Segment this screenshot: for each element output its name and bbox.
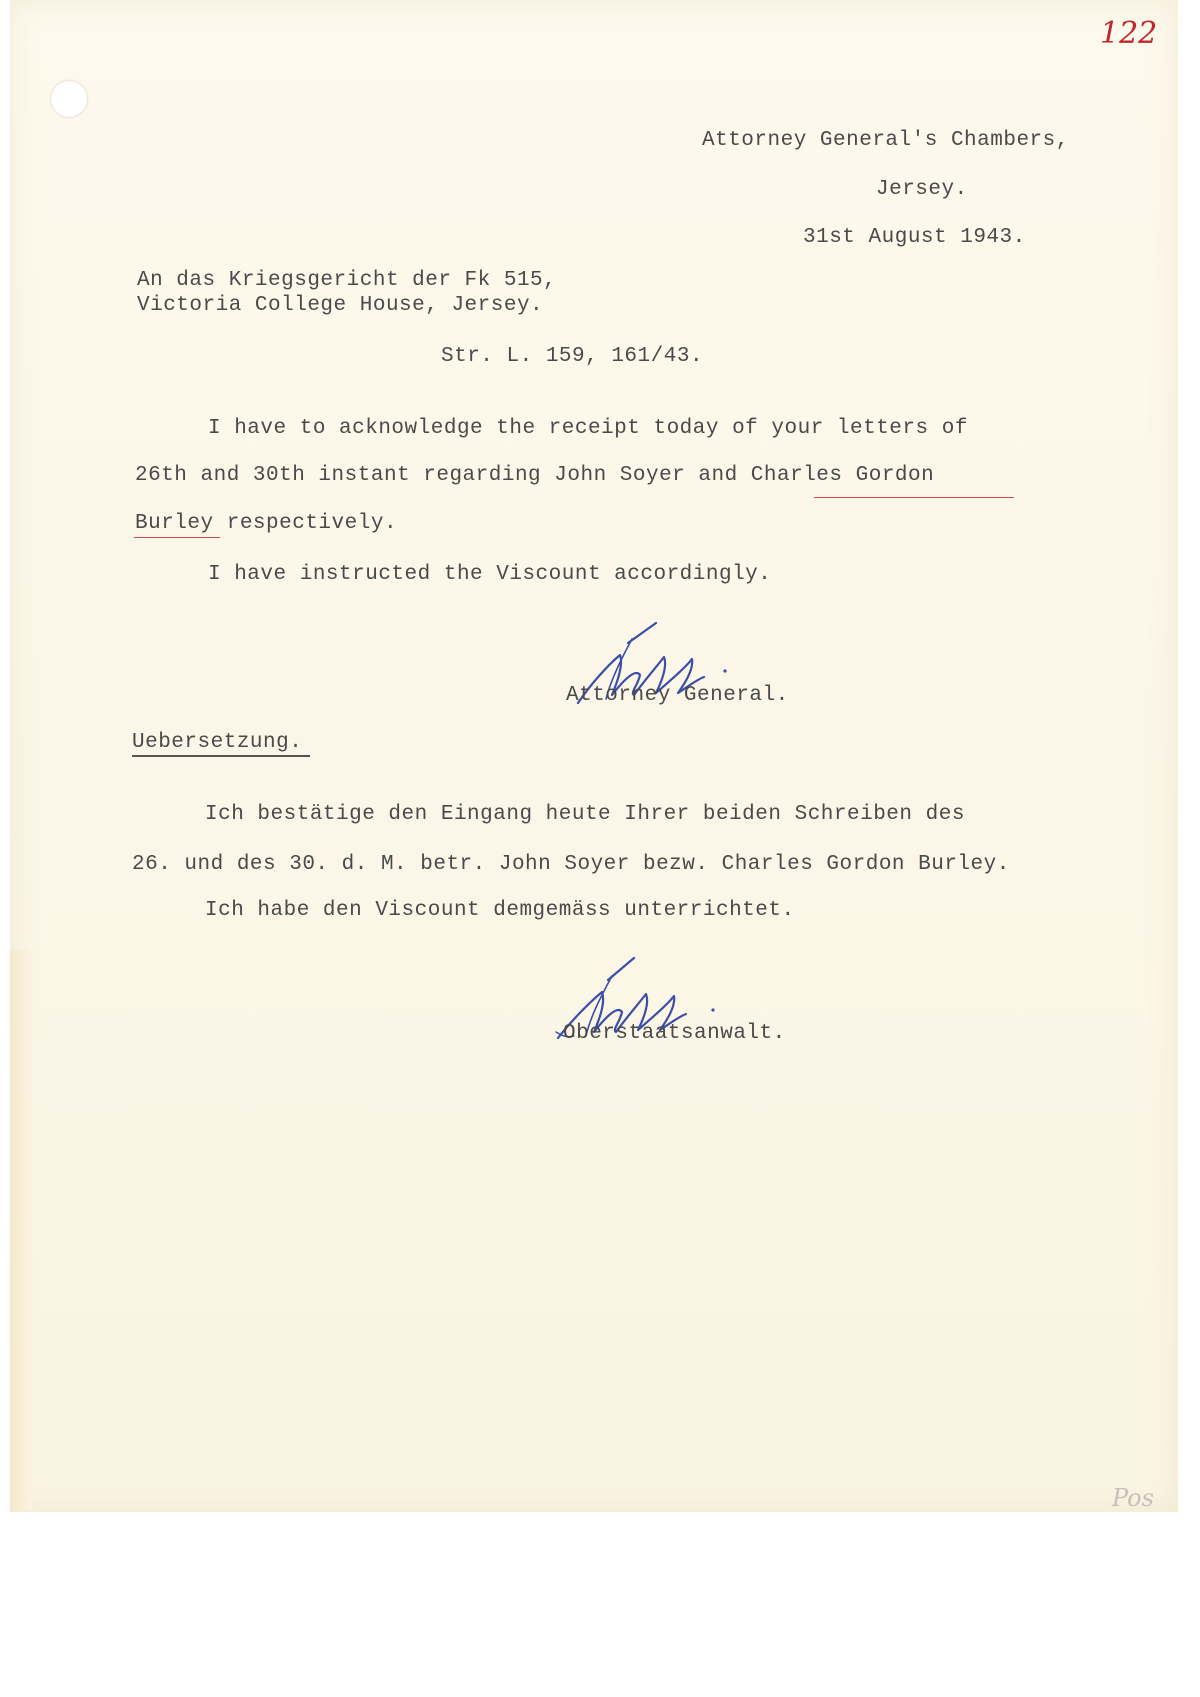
reference-number: Str. L. 159, 161/43. — [441, 345, 704, 368]
english-paragraph1-line2: 26th and 30th instant regarding John Soyer and Charles Gordon — [135, 464, 935, 487]
german-signature-title: Oberstaatsanwalt. — [563, 1022, 786, 1045]
english-paragraph2: I have instructed the Viscount accordingly. — [208, 563, 772, 586]
folio-number: 122 — [1100, 16, 1158, 51]
addressee-line2: Victoria College House, Jersey. — [137, 294, 544, 317]
letterhead-chambers: Attorney General's Chambers, — [702, 129, 1069, 152]
translation-heading: Uebersetzung. — [132, 731, 303, 754]
red-underline-charles-gordon — [814, 497, 1014, 498]
english-signature-title: Attorney General. — [566, 684, 789, 707]
translation-heading-underline — [132, 755, 310, 757]
paper-edge — [10, 950, 32, 1510]
english-paragraph1-line3: Burley respectively. — [135, 512, 398, 535]
english-paragraph1-line1: I have to acknowledge the receipt today of your letters of — [208, 417, 968, 440]
german-paragraph1-line1: Ich bestätige den Eingang heute Ihrer beiden Schreiben des — [205, 803, 965, 826]
addressee-line1: An das Kriegsgericht der Fk 515, — [137, 269, 557, 292]
punch-hole — [51, 81, 87, 117]
letterhead-jersey: Jersey. — [876, 178, 968, 201]
red-underline-burley — [134, 537, 220, 538]
pencil-mark: Pos — [1112, 1484, 1154, 1512]
german-paragraph1-line2: 26. und des 30. d. M. betr. John Soyer bezw. Charles Gordon Burley. — [132, 853, 1010, 876]
german-paragraph2: Ich habe den Viscount demgemäss unterrichtet. — [205, 899, 795, 922]
letter-date: 31st August 1943. — [803, 226, 1026, 249]
